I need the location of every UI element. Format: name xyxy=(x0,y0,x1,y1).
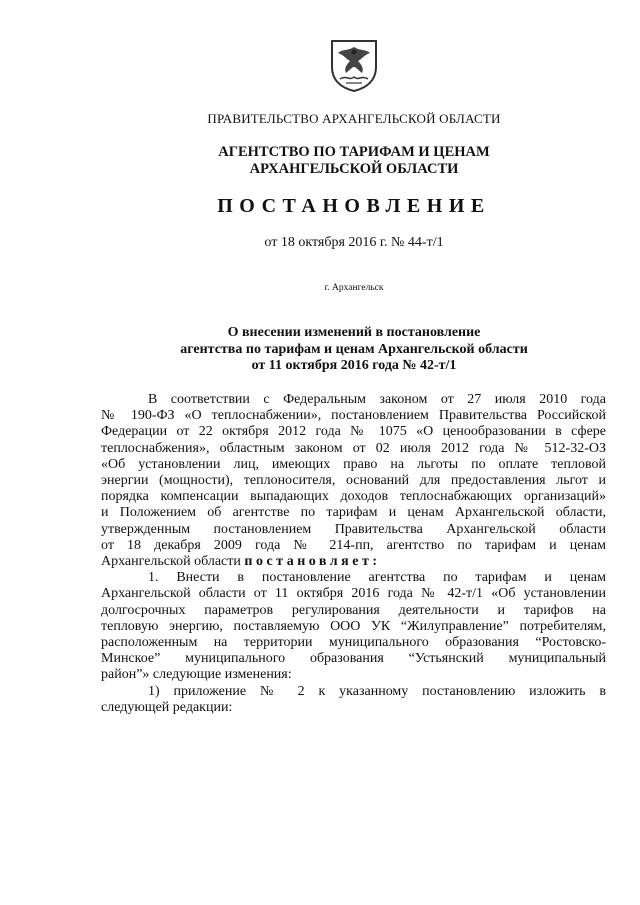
body-line: Минское” муниципального образования “Устьянский муниципальный xyxy=(101,651,606,667)
body-line: от 18 декабря 2009 года № 214-пп, агентство по тарифам и ценам xyxy=(101,537,606,553)
body-line: 1) приложение № 2 к указанному постановлению изложить в xyxy=(148,683,606,699)
body-line: утвержденным постановлением Правительства Архангельской области xyxy=(101,521,606,537)
government-name: ПРАВИТЕЛЬСТВО АРХАНГЕЛЬСКОЙ ОБЛАСТИ xyxy=(207,111,501,126)
body-line: 1. Внести в постановление агентства по тарифам и ценам xyxy=(148,570,606,586)
body-line: следующей редакции: xyxy=(101,699,233,715)
body-line: энергии (мощности), теплоносителя, оснований для предоставления льгот и xyxy=(101,473,606,489)
paragraph-subitem-1 xyxy=(101,684,606,716)
body-line: «Об установлении лиц, имеющих право на льготы по оплате тепловой xyxy=(101,456,606,472)
body-line: В соответствии с Федеральным законом от 27 июля 2010 года xyxy=(148,392,606,407)
body-text: Архангельской области xyxy=(101,554,241,570)
body-line: № 190-ФЗ «О теплоснабжении», постановлением Правительства Российской xyxy=(101,408,606,424)
title-line1: О внесении изменений в постановление xyxy=(227,325,481,340)
document-type: ПОСТАНОВЛЕНИЕ xyxy=(217,195,491,217)
body-line: расположенным на территории муниципального образования “Ростовско- xyxy=(101,635,606,651)
body-line xyxy=(101,554,606,570)
paragraph-preamble xyxy=(101,392,606,570)
document-title xyxy=(100,325,608,375)
coat-of-arms-icon xyxy=(326,37,382,93)
document-place: г. Архангельск xyxy=(324,283,384,293)
body-line: и Положением об агентстве по тарифам и ценам Архангельской области, xyxy=(101,505,606,521)
body-line: порядка компенсации выпадающих доходов теплоснабжающих организаций» xyxy=(101,489,606,505)
body-line: Архангельской области от 11 октября 2016 года № 42-т/1 «Об установлении xyxy=(101,586,606,602)
agency-name xyxy=(100,144,608,178)
body-line: тепловую энергию, поставляемую ООО УК “Жилуправление” потребителям, xyxy=(101,618,606,634)
body-line: район”» следующие изменения: xyxy=(101,667,292,683)
resolution-word: постановляет xyxy=(244,554,373,570)
body-line: теплоснабжения», областным законом от 02 июля 2012 года № 512-32-ОЗ xyxy=(101,440,606,456)
resolution-colon: : xyxy=(372,554,381,570)
title-line2: агентства по тарифам и ценам Архангельской области xyxy=(180,341,528,357)
body-line: Федерации от 22 октября 2012 года № 1075 «О ценообразовании в сфере xyxy=(101,424,606,440)
title-line3: от 11 октября 2016 года № 42-т/1 xyxy=(251,358,457,373)
document-date: от 18 октября 2016 г. № 44-т/1 xyxy=(264,235,444,250)
agency-name-line2: АРХАНГЕЛЬСКОЙ ОБЛАСТИ xyxy=(249,161,459,177)
paragraph-item-1 xyxy=(101,570,606,683)
agency-name-line1: АГЕНТСТВО ПО ТАРИФАМ И ЦЕНАМ xyxy=(218,144,490,160)
document-body xyxy=(101,392,606,716)
body-line: долгосрочных параметров регулирования деятельности и тарифов на xyxy=(101,602,606,618)
